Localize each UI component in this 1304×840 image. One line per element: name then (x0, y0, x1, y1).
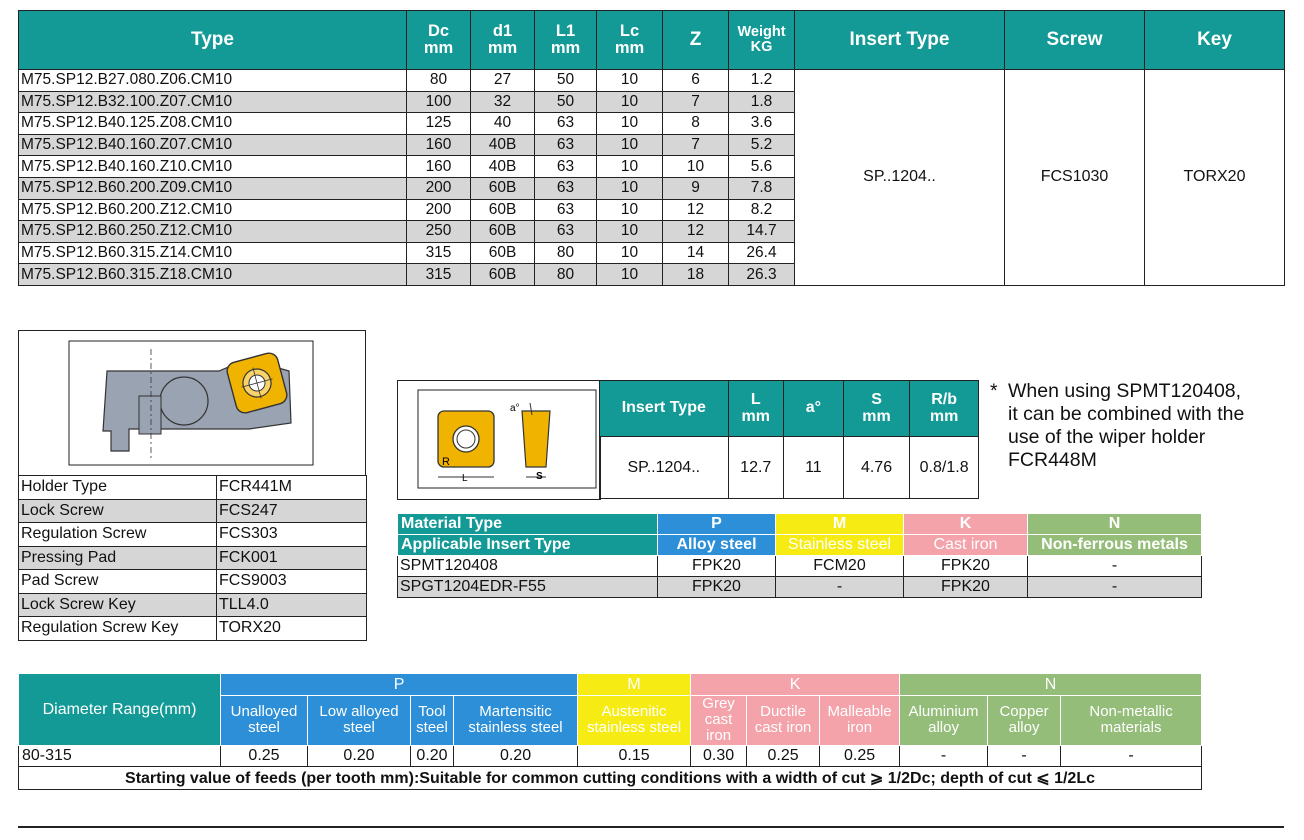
col-ductile-cast-iron: Ductile cast iron (747, 696, 820, 746)
col-non-metallic: Non-metallic materials (1061, 696, 1202, 746)
cell-lc: 10 (597, 242, 663, 264)
cell-m: - (776, 577, 904, 598)
holder-value: FCS9003 (217, 570, 367, 594)
cell-insert: SPMT120408 (398, 556, 658, 577)
insert-diagram (397, 380, 601, 500)
cell-type: M75.SP12.B40.160.Z10.CM10 (19, 156, 407, 178)
bottom-divider (18, 826, 1284, 828)
holder-label: Pad Screw (19, 570, 217, 594)
cell-weight: 5.2 (729, 134, 795, 156)
cell-dc: 200 (407, 177, 471, 199)
cell-lc: 10 (597, 134, 663, 156)
cell-weight: 26.3 (729, 264, 795, 286)
col-rb: R/b mm (910, 381, 979, 437)
cell-l1: 63 (535, 177, 597, 199)
col-unalloyed-steel: Unalloyed steel (221, 696, 308, 746)
cell-weight: 5.6 (729, 156, 795, 178)
cell-lc: 10 (597, 264, 663, 286)
cell-feed: - (1061, 745, 1202, 766)
cell-dc: 80 (407, 70, 471, 92)
cell-dc: 125 (407, 113, 471, 135)
cell-lc: 10 (597, 113, 663, 135)
cell-d1: 40B (471, 156, 535, 178)
cell-d1: 27 (471, 70, 535, 92)
cell-feed: 0.25 (747, 745, 820, 766)
feeds-group-row (19, 674, 1202, 696)
cell-feed: 0.20 (411, 745, 454, 766)
cell-type: M75.SP12.B40.160.Z07.CM10 (19, 134, 407, 156)
col-weight: Weight KG (729, 11, 795, 70)
table-row (19, 745, 1202, 766)
group-n: N (900, 674, 1202, 696)
cell-s: 4.76 (843, 437, 909, 499)
cell-dc: 315 (407, 242, 471, 264)
holder-value: FCR441M (217, 476, 367, 500)
holder-label: Lock Screw (19, 499, 217, 523)
spec-table (18, 10, 1285, 286)
cell-d1: 60B (471, 242, 535, 264)
group-m: M (578, 674, 691, 696)
cell-dc: 100 (407, 91, 471, 113)
col-l1: L1 mm (535, 11, 597, 70)
cell-z: 7 (663, 134, 729, 156)
cell-type: M75.SP12.B60.200.Z09.CM10 (19, 177, 407, 199)
col-cast-iron: Cast iron (904, 535, 1028, 556)
col-copper-alloy: Copper alloy (988, 696, 1061, 746)
holder-label: Regulation Screw Key (19, 617, 217, 641)
col-insert-type: Insert Type (600, 381, 729, 437)
holder-table (18, 475, 367, 641)
col-lc: Lc mm (597, 11, 663, 70)
insert-label-a: a° (510, 403, 520, 414)
group-k: K (691, 674, 900, 696)
cell-n: - (1028, 556, 1202, 577)
cell-lc: 10 (597, 91, 663, 113)
note-line: FCR448M (1008, 449, 1097, 471)
material-header-row (398, 535, 1202, 556)
material-table (397, 513, 1202, 598)
col-k: K (904, 514, 1028, 535)
table-row (19, 617, 367, 641)
cell-type: M75.SP12.B32.100.Z07.CM10 (19, 91, 407, 113)
cell-type: M75.SP12.B60.315.Z14.CM10 (19, 242, 407, 264)
table-row (19, 593, 367, 617)
cell-d1: 60B (471, 199, 535, 221)
note-star: * (990, 380, 998, 402)
cell-type: M75.SP12.B60.250.Z12.CM10 (19, 221, 407, 243)
cell-key: TORX20 (1145, 70, 1285, 286)
holder-value: TLL4.0 (217, 593, 367, 617)
cell-d1: 40B (471, 134, 535, 156)
cell-type: M75.SP12.B60.200.Z12.CM10 (19, 199, 407, 221)
cell-insert: SPGT1204EDR-F55 (398, 577, 658, 598)
cell-l1: 63 (535, 134, 597, 156)
col-s: S mm (843, 381, 909, 437)
cell-screw: FCS1030 (1005, 70, 1145, 286)
col-tool-steel: Tool steel (411, 696, 454, 746)
cell-feed: 0.25 (820, 745, 900, 766)
insert-label-l: L (462, 473, 468, 484)
col-p: P (658, 514, 776, 535)
col-d1: d1 mm (471, 11, 535, 70)
cell-lc: 10 (597, 156, 663, 178)
cell-z: 12 (663, 199, 729, 221)
holder-diagram (18, 330, 366, 475)
holder-drawing (19, 331, 365, 475)
cell-dc: 160 (407, 156, 471, 178)
insert-label-r: R (442, 456, 450, 468)
cell-lc: 10 (597, 199, 663, 221)
col-diameter-range: Diameter Range(mm) (19, 674, 221, 746)
cell-k: FPK20 (904, 556, 1028, 577)
cell-z: 14 (663, 242, 729, 264)
col-martensitic: Martensitic stainless steel (454, 696, 578, 746)
col-austenitic: Austenitic stainless steel (578, 696, 691, 746)
table-row (600, 437, 979, 499)
cell-z: 18 (663, 264, 729, 286)
holder-value: FCS247 (217, 499, 367, 523)
cell-m: FCM20 (776, 556, 904, 577)
col-z: Z (663, 11, 729, 70)
cell-weight: 26.4 (729, 242, 795, 264)
cell-weight: 7.8 (729, 177, 795, 199)
cell-l1: 50 (535, 70, 597, 92)
table-row (19, 70, 1285, 92)
cell-d1: 60B (471, 177, 535, 199)
footnote-row (19, 766, 1202, 789)
material-header-row (398, 514, 1202, 535)
wiper-note (990, 380, 1300, 472)
cell-z: 12 (663, 221, 729, 243)
cell-rb: 0.8/1.8 (910, 437, 979, 499)
cell-type: M75.SP12.B40.125.Z08.CM10 (19, 113, 407, 135)
cell-feed: - (900, 745, 988, 766)
insert-drawing (398, 381, 600, 499)
cell-feed: - (988, 745, 1061, 766)
table-row (19, 570, 367, 594)
col-low-alloyed-steel: Low alloyed steel (308, 696, 411, 746)
cell-type: M75.SP12.B27.080.Z06.CM10 (19, 70, 407, 92)
col-insert-type: Insert Type (795, 11, 1005, 70)
col-l: L mm (728, 381, 783, 437)
table-row (19, 499, 367, 523)
col-grey-cast-iron: Grey cast iron (691, 696, 747, 746)
col-screw: Screw (1005, 11, 1145, 70)
cell-insert-type: SP..1204.. (795, 70, 1005, 286)
cell-k: FPK20 (904, 577, 1028, 598)
cell-feed: 0.20 (454, 745, 578, 766)
col-n: N (1028, 514, 1202, 535)
cell-p: FPK20 (658, 556, 776, 577)
cell-a: 11 (783, 437, 843, 499)
cell-d1: 60B (471, 221, 535, 243)
cell-l1: 50 (535, 91, 597, 113)
cell-z: 6 (663, 70, 729, 92)
holder-value: TORX20 (217, 617, 367, 641)
col-aluminium-alloy: Aluminium alloy (900, 696, 988, 746)
cell-l: 12.7 (728, 437, 783, 499)
col-material-type: Material Type (398, 514, 658, 535)
table-row (19, 523, 367, 547)
cell-insert-type: SP..1204.. (600, 437, 729, 499)
cell-lc: 10 (597, 221, 663, 243)
cell-z: 8 (663, 113, 729, 135)
group-p: P (221, 674, 578, 696)
feeds-footnote: Starting value of feeds (per tooth mm):Suitable for common cutting conditions with a width of cut ⩾ 1/2Dc; depth of cut ⩽ 1/2Lc (19, 766, 1202, 789)
note-line: use of the wiper holder (1008, 426, 1206, 448)
cell-z: 9 (663, 177, 729, 199)
insert-header-row (600, 381, 979, 437)
spec-header-row (19, 11, 1285, 70)
holder-value: FCK001 (217, 546, 367, 570)
cell-l1: 63 (535, 221, 597, 243)
cell-weight: 1.8 (729, 91, 795, 113)
holder-label: Pressing Pad (19, 546, 217, 570)
cell-feed: 0.30 (691, 745, 747, 766)
cell-l1: 80 (535, 242, 597, 264)
cell-dc: 250 (407, 221, 471, 243)
table-row (19, 546, 367, 570)
cell-l1: 63 (535, 113, 597, 135)
col-m: M (776, 514, 904, 535)
holder-label: Holder Type (19, 476, 217, 500)
cell-lc: 10 (597, 70, 663, 92)
cell-feed: 0.20 (308, 745, 411, 766)
cell-lc: 10 (597, 177, 663, 199)
cell-d1: 40 (471, 113, 535, 135)
cell-range: 80-315 (19, 745, 221, 766)
cell-l1: 63 (535, 199, 597, 221)
cell-feed: 0.15 (578, 745, 691, 766)
cell-weight: 8.2 (729, 199, 795, 221)
feeds-table (18, 673, 1202, 790)
col-alloy-steel: Alloy steel (658, 535, 776, 556)
col-a: a° (783, 381, 843, 437)
insert-table (599, 380, 979, 499)
cell-type: M75.SP12.B60.315.Z18.CM10 (19, 264, 407, 286)
cell-weight: 1.2 (729, 70, 795, 92)
cell-l1: 80 (535, 264, 597, 286)
cell-p: FPK20 (658, 577, 776, 598)
holder-label: Regulation Screw (19, 523, 217, 547)
col-non-ferrous: Non-ferrous metals (1028, 535, 1202, 556)
cell-dc: 315 (407, 264, 471, 286)
col-key: Key (1145, 11, 1285, 70)
cell-feed: 0.25 (221, 745, 308, 766)
col-malleable-iron: Malleable iron (820, 696, 900, 746)
col-type: Type (19, 11, 407, 70)
cell-z: 10 (663, 156, 729, 178)
cell-d1: 32 (471, 91, 535, 113)
cell-l1: 63 (535, 156, 597, 178)
col-stainless-steel: Stainless steel (776, 535, 904, 556)
col-applicable-insert: Applicable Insert Type (398, 535, 658, 556)
note-line: When using SPMT120408, (1008, 380, 1242, 402)
cell-weight: 14.7 (729, 221, 795, 243)
cell-z: 7 (663, 91, 729, 113)
cell-n: - (1028, 577, 1202, 598)
table-row (19, 476, 367, 500)
note-line: it can be combined with the (1008, 403, 1245, 425)
cell-dc: 200 (407, 199, 471, 221)
cell-d1: 60B (471, 264, 535, 286)
cell-dc: 160 (407, 134, 471, 156)
table-row (398, 577, 1202, 598)
holder-label: Lock Screw Key (19, 593, 217, 617)
insert-label-s: S (536, 471, 543, 482)
cell-weight: 3.6 (729, 113, 795, 135)
holder-value: FCS303 (217, 523, 367, 547)
table-row (398, 556, 1202, 577)
col-dc: Dc mm (407, 11, 471, 70)
